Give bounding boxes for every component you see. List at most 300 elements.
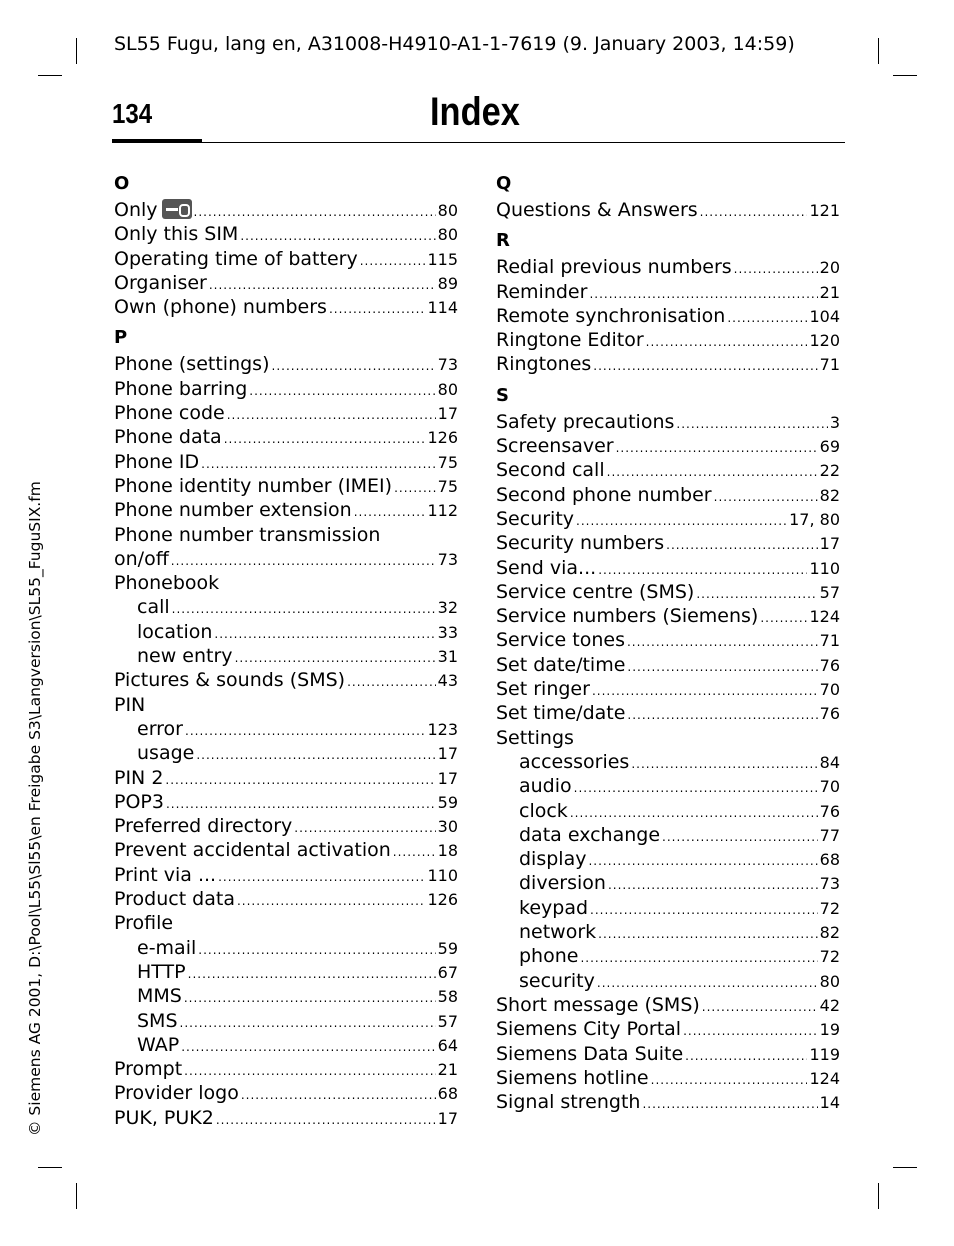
dot-leader	[394, 476, 436, 500]
index-term-text: Service centre (SMS)	[496, 580, 695, 603]
index-page-ref: 124	[809, 1068, 840, 1088]
index-page-ref: 121	[809, 201, 840, 220]
index-term-text: audio	[519, 775, 572, 798]
dot-leader	[627, 630, 818, 654]
index-page-ref: 67	[437, 962, 458, 982]
index-entry	[114, 1106, 458, 1130]
index-entry	[114, 693, 458, 717]
index-term	[114, 401, 225, 425]
index-term	[137, 717, 183, 741]
index-page-ref: 59	[437, 792, 458, 812]
page-number: 134	[112, 98, 153, 129]
index-subentry	[496, 920, 840, 944]
index-term-text: Siemens City Portal	[496, 1018, 682, 1041]
index-term	[496, 531, 664, 555]
index-term-text: Security numbers	[496, 532, 665, 555]
index-entry	[114, 668, 458, 692]
index-term-text: Redial previous numbers	[496, 256, 732, 279]
dot-leader	[574, 776, 818, 800]
index-term	[496, 726, 574, 750]
index-entry	[496, 677, 840, 701]
index-term-text: Signal strength	[496, 1091, 641, 1114]
index-entry	[496, 993, 840, 1017]
index-page-ref: 69	[819, 437, 840, 457]
dot-leader	[188, 962, 436, 986]
index-term	[114, 814, 292, 838]
index-entry	[114, 401, 458, 425]
dot-leader	[181, 1035, 435, 1059]
index-term	[114, 474, 392, 498]
index-entry	[114, 547, 458, 571]
index-page-ref: 17, 80	[789, 509, 840, 529]
index-term-text: PIN	[114, 693, 146, 716]
index-term-text: Security	[496, 507, 575, 530]
dot-leader	[184, 986, 436, 1010]
index-page-ref: 114	[427, 298, 458, 318]
index-page-ref: 71	[819, 355, 840, 375]
dot-leader	[180, 1011, 436, 1035]
index-entry	[114, 425, 458, 449]
crop-mark	[878, 1183, 879, 1209]
index-term	[496, 628, 625, 652]
index-entry	[496, 1066, 840, 1090]
index-term	[519, 750, 629, 774]
index-entry	[114, 222, 458, 246]
index-subentry	[496, 774, 840, 798]
index-term	[496, 604, 758, 628]
index-entry	[496, 434, 840, 458]
index-term-text: Phone data	[114, 426, 222, 449]
dot-leader	[702, 995, 818, 1019]
index-page-ref: 119	[809, 1044, 840, 1064]
index-entry	[114, 271, 458, 295]
index-term-text: Questions & Answers	[496, 199, 698, 221]
dot-leader	[171, 549, 436, 573]
index-page-ref: 17	[437, 1108, 458, 1128]
index-term	[114, 693, 145, 717]
dot-leader	[214, 622, 435, 646]
index-page-ref: 76	[819, 704, 840, 724]
index-term-text: accessories	[519, 750, 630, 773]
index-term	[519, 799, 568, 823]
index-page-ref: 64	[437, 1035, 458, 1055]
index-term-text: Phonebook	[114, 572, 220, 595]
index-term	[137, 620, 212, 644]
index-entry	[496, 483, 840, 507]
dot-leader	[196, 743, 435, 767]
index-term-text: POP3	[114, 790, 164, 813]
index-page-ref: 20	[819, 258, 840, 278]
index-letter-heading: Q	[496, 173, 512, 194]
index-entry	[114, 352, 458, 376]
index-term	[496, 280, 587, 304]
index-letter-heading: O	[114, 173, 130, 194]
dot-leader	[685, 1044, 807, 1068]
index-page-ref: 115	[427, 249, 458, 269]
dot-leader	[589, 282, 817, 306]
index-term	[496, 1090, 640, 1114]
index-subentry	[114, 644, 458, 668]
index-page-ref: 123	[427, 719, 458, 739]
index-term	[496, 653, 625, 677]
dot-leader	[360, 249, 426, 273]
crop-mark	[38, 1167, 62, 1168]
index-term-text: Service numbers (Siemens)	[496, 605, 759, 628]
index-entry	[114, 790, 458, 814]
crop-mark	[38, 75, 62, 76]
dot-leader	[329, 297, 426, 321]
index-subentry	[496, 944, 840, 968]
dot-leader	[593, 354, 817, 378]
index-page-ref: 104	[809, 306, 840, 326]
index-term-text: Prompt	[114, 1058, 183, 1081]
index-entry	[114, 814, 458, 838]
index-page-ref: 71	[819, 631, 840, 651]
index-term	[496, 458, 605, 482]
index-term	[496, 410, 674, 434]
index-page-ref: 80	[437, 379, 458, 399]
crop-mark	[76, 1183, 77, 1209]
dot-leader	[714, 485, 818, 509]
dot-leader	[194, 200, 436, 224]
index-page-ref: 32	[437, 598, 458, 618]
dot-leader	[588, 849, 817, 873]
index-subentry	[114, 1009, 458, 1033]
dot-leader	[646, 330, 808, 354]
index-term	[114, 450, 199, 474]
index-page-ref: 80	[437, 201, 458, 220]
index-entry	[496, 304, 840, 328]
index-page-ref: 73	[437, 549, 458, 569]
index-page-ref: 21	[437, 1060, 458, 1080]
index-subentry	[114, 595, 458, 619]
index-page-ref: 72	[819, 947, 840, 967]
index-term-text: Ringtones	[496, 353, 592, 376]
index-term-text: Short message (SMS)	[496, 993, 700, 1016]
index-entry	[114, 198, 458, 222]
index-term	[519, 774, 572, 798]
dot-leader	[683, 1019, 818, 1043]
page-title: Index	[430, 90, 520, 134]
dot-leader	[235, 646, 436, 670]
index-entry	[496, 1090, 840, 1114]
index-page-ref: 84	[819, 752, 840, 772]
index-term-text: Only this SIM	[114, 223, 239, 246]
dot-leader	[608, 873, 818, 897]
header-rule	[112, 142, 845, 143]
index-page-ref: 82	[819, 485, 840, 505]
dot-leader	[201, 452, 436, 476]
index-term-text: Siemens hotline	[496, 1066, 649, 1089]
index-term-text: Phone ID	[114, 450, 200, 473]
dot-leader	[700, 200, 808, 224]
dot-leader	[642, 1092, 817, 1116]
index-term-text: location	[137, 620, 213, 643]
index-term	[114, 547, 169, 571]
index-term-text: Print via ...	[114, 863, 217, 886]
index-term-text: security	[519, 969, 595, 992]
index-term	[114, 271, 207, 295]
index-letter-heading: R	[496, 230, 510, 252]
index-page-ref: 17	[437, 744, 458, 764]
index-term	[114, 1057, 182, 1081]
index-term-text: PIN 2	[114, 766, 164, 789]
dot-leader	[696, 582, 817, 606]
dot-leader	[607, 460, 818, 484]
index-term-text: on/off	[114, 547, 169, 570]
index-subentry	[114, 984, 458, 1008]
index-term-text: Preferred directory	[114, 815, 293, 838]
index-term-text: error	[137, 717, 183, 740]
index-entry	[114, 450, 458, 474]
index-term-text: Product data	[114, 888, 235, 911]
index-page-ref: 70	[819, 680, 840, 700]
index-page-ref: 31	[437, 647, 458, 667]
dot-leader	[666, 533, 818, 557]
index-term-text: Prevent accidental activation	[114, 839, 391, 862]
index-term-text: Phone code	[114, 402, 225, 425]
index-term	[114, 838, 391, 862]
index-page-ref: 43	[437, 671, 458, 691]
index-term-text: HTTP	[137, 960, 186, 983]
dot-leader	[598, 922, 817, 946]
dot-leader	[616, 436, 818, 460]
index-entry	[496, 507, 840, 531]
index-entry	[496, 556, 840, 580]
index-entry	[114, 295, 458, 319]
dot-leader	[354, 500, 426, 524]
index-term-text: Send via...	[496, 556, 597, 579]
index-term	[114, 295, 327, 319]
index-entry	[496, 255, 840, 279]
index-term	[114, 1106, 214, 1130]
index-page-ref: 57	[437, 1011, 458, 1031]
index-subentry	[114, 1033, 458, 1057]
index-term-text: data exchange	[519, 823, 661, 846]
index-page-ref: 75	[437, 476, 458, 496]
index-term-text: Provider logo	[114, 1082, 239, 1105]
dot-leader	[240, 224, 435, 248]
dot-leader	[216, 1108, 436, 1132]
dot-leader	[590, 898, 818, 922]
index-entry	[496, 604, 840, 628]
dot-leader	[347, 670, 436, 694]
index-term-text: Service tones	[496, 629, 625, 652]
index-page-ref: 22	[819, 461, 840, 481]
dot-leader	[627, 655, 817, 679]
dot-leader	[227, 403, 436, 427]
index-entry	[496, 352, 840, 376]
crop-mark	[76, 38, 77, 64]
index-entry	[114, 887, 458, 911]
index-term-text: e-mail	[137, 936, 197, 959]
index-letter-heading: P	[114, 327, 128, 349]
index-term-text: Phone (settings)	[114, 353, 270, 376]
side-copyright-text: © Siemens AG 2001, D:\Pool\L55\Sl55\en Freigabe S3\Langversion\SL55_FuguSIX.fm	[26, 481, 44, 1136]
index-term-text: Phone barring	[114, 377, 248, 400]
index-entry	[496, 580, 840, 604]
index-term	[114, 352, 270, 376]
index-term-text: Safety precautions	[496, 410, 675, 433]
dot-leader	[580, 946, 817, 970]
index-term	[496, 580, 694, 604]
document-header-line: SL55 Fugu, lang en, A31008-H4910-A1-1-7619 (9. January 2003, 14:59)	[114, 33, 795, 55]
index-term	[114, 766, 163, 790]
index-subentry	[496, 750, 840, 774]
index-letter-heading: S	[496, 384, 509, 406]
index-term	[496, 556, 596, 580]
index-term	[519, 969, 595, 993]
index-page-ref: 18	[437, 841, 458, 861]
index-entry	[114, 1081, 458, 1105]
index-page-ref: 57	[819, 582, 840, 602]
dot-leader	[241, 1083, 436, 1107]
index-entry	[496, 653, 840, 677]
index-term	[114, 790, 164, 814]
index-entry	[496, 701, 840, 725]
index-subentry	[496, 969, 840, 993]
dot-leader	[570, 801, 818, 825]
index-entry	[114, 863, 458, 887]
index-term	[496, 198, 698, 222]
index-entry	[496, 280, 840, 304]
index-term-text: Second call	[496, 459, 605, 482]
index-subentry	[496, 896, 840, 920]
index-entry	[114, 838, 458, 862]
index-term	[496, 328, 644, 352]
index-page-ref: 42	[819, 995, 840, 1015]
index-term-text: Profile	[114, 912, 174, 935]
index-entry	[114, 523, 458, 547]
index-entry	[114, 1057, 458, 1081]
index-column-left	[114, 165, 458, 1130]
dot-leader	[218, 865, 425, 889]
index-term	[137, 960, 186, 984]
index-subentry	[496, 847, 840, 871]
index-subentry	[496, 799, 840, 823]
index-term	[114, 498, 352, 522]
index-term-text: phone	[519, 945, 579, 968]
dot-leader	[209, 273, 436, 297]
index-term	[114, 911, 173, 935]
dot-leader	[249, 379, 435, 403]
index-term-text: Second phone number	[496, 483, 712, 506]
index-term-text: Pictures & sounds (SMS)	[114, 669, 346, 692]
index-term	[496, 1066, 649, 1090]
index-page-ref: 110	[809, 558, 840, 578]
index-entry	[114, 571, 458, 595]
index-term	[114, 887, 235, 911]
dot-leader	[393, 840, 436, 864]
index-term-text: Set date/time	[496, 653, 626, 676]
index-term	[114, 1081, 239, 1105]
index-subentry	[114, 936, 458, 960]
index-column-right	[496, 165, 840, 1114]
index-entry	[496, 198, 840, 222]
index-page-ref: 80	[819, 971, 840, 991]
dot-leader	[576, 509, 787, 533]
index-page-ref: 72	[819, 898, 840, 918]
index-term	[496, 1042, 683, 1066]
index-term-text: usage	[137, 742, 195, 765]
index-term	[496, 677, 590, 701]
index-page-ref: 17	[437, 768, 458, 788]
index-term-text: Operating time of battery	[114, 247, 358, 270]
index-term-text: Phone number extension	[114, 499, 352, 522]
index-page-ref: 126	[427, 428, 458, 448]
index-term	[114, 377, 247, 401]
index-term-text: diversion	[519, 872, 606, 895]
index-entry	[496, 458, 840, 482]
dot-leader	[172, 597, 436, 621]
dot-leader	[598, 558, 807, 582]
index-term	[496, 434, 614, 458]
index-term	[137, 644, 233, 668]
index-term	[496, 255, 732, 279]
index-term-text: Siemens Data Suite	[496, 1042, 684, 1065]
index-entry	[496, 1017, 840, 1041]
dot-leader	[294, 816, 435, 840]
index-entry	[114, 377, 458, 401]
index-term	[496, 701, 625, 725]
index-page-ref: 58	[437, 987, 458, 1007]
key-lock-icon	[162, 199, 192, 219]
index-term-text: MMS	[137, 985, 182, 1008]
index-term-text: new entry	[137, 645, 233, 668]
index-term	[137, 1009, 178, 1033]
index-term	[114, 523, 380, 547]
index-page-ref: 76	[819, 655, 840, 675]
dot-leader	[592, 679, 818, 703]
index-page-ref: 73	[819, 874, 840, 894]
index-term	[114, 863, 216, 887]
index-term-text: Reminder	[496, 280, 588, 303]
dot-leader	[224, 427, 426, 451]
index-subentry	[496, 871, 840, 895]
index-term	[137, 741, 194, 765]
index-page-ref: 17	[437, 404, 458, 424]
index-term-text: Own (phone) numbers	[114, 296, 327, 319]
index-term-text: display	[519, 848, 587, 871]
index-page-ref: 70	[819, 777, 840, 797]
dot-leader	[734, 257, 818, 281]
index-entry	[496, 531, 840, 555]
dot-leader	[631, 752, 817, 776]
index-entry	[496, 628, 840, 652]
index-term-text: call	[137, 596, 170, 619]
dot-leader	[185, 719, 425, 743]
index-term	[137, 984, 182, 1008]
index-subentry	[114, 620, 458, 644]
index-page-ref: 75	[437, 452, 458, 472]
index-term	[496, 304, 725, 328]
index-term	[114, 198, 192, 222]
index-term	[114, 247, 358, 271]
index-entry	[496, 726, 840, 750]
index-term	[519, 847, 586, 871]
index-term	[519, 871, 606, 895]
dot-leader	[184, 1059, 435, 1083]
index-page-ref: 14	[819, 1093, 840, 1113]
index-term	[137, 1033, 179, 1057]
index-page-ref: 68	[819, 850, 840, 870]
index-term-text: Settings	[496, 726, 574, 749]
index-term-text: keypad	[519, 896, 589, 919]
index-term-text: Screensaver	[496, 435, 614, 458]
index-term	[137, 936, 196, 960]
index-term-text: network	[519, 921, 597, 944]
index-term	[137, 595, 170, 619]
